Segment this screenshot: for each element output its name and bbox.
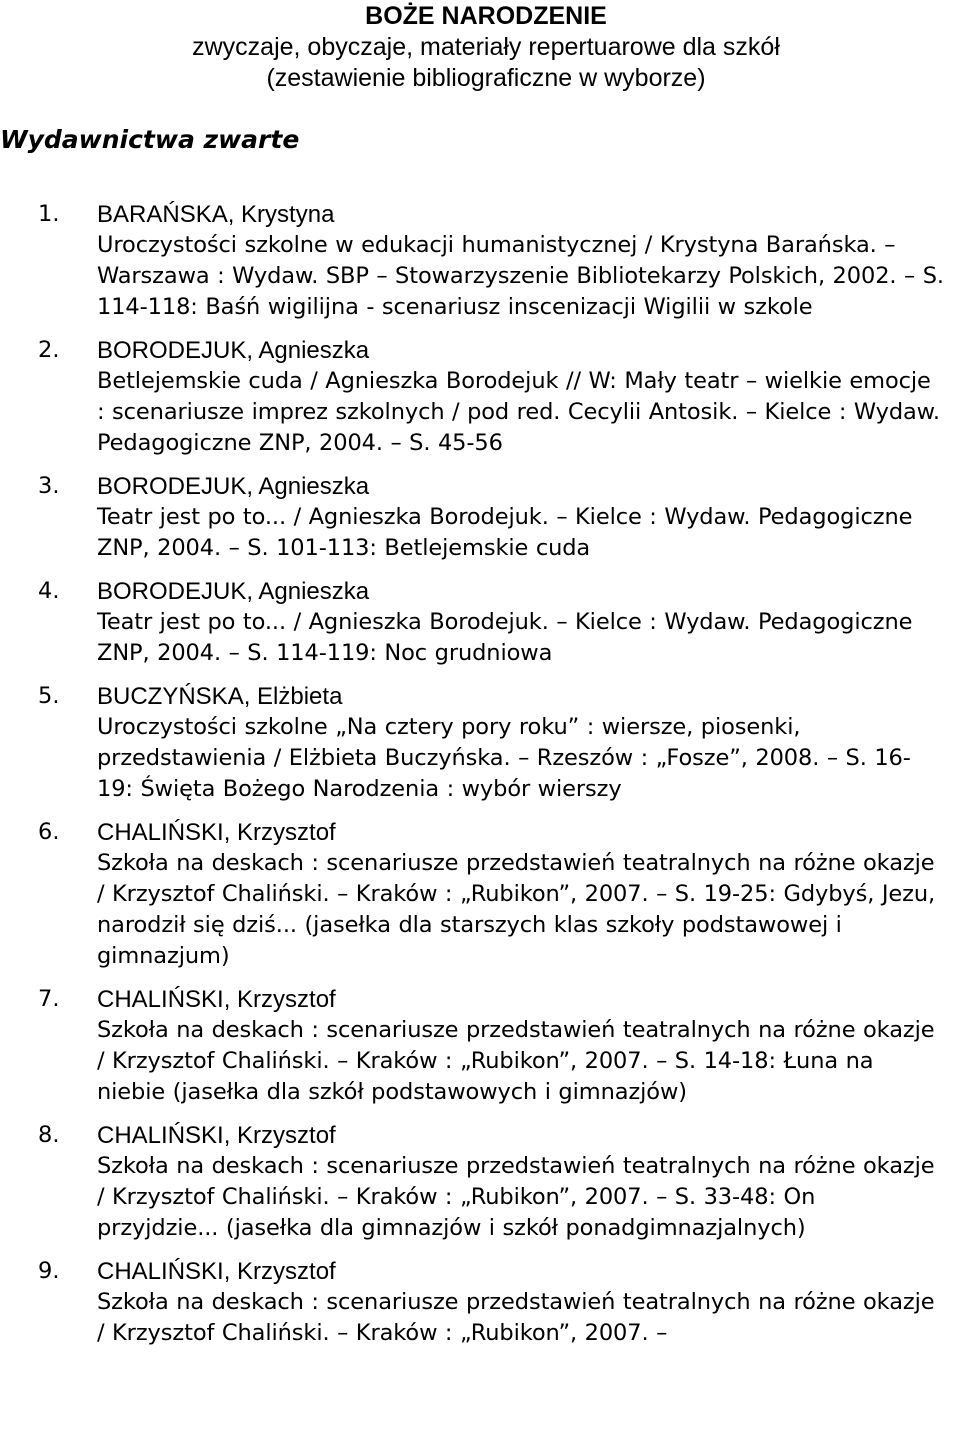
entry-description: Szkoła na deskach : scenariusze przedstawień teatralnych na różne okazje / Krzysztof Chaliński. – Kraków : „Rubikon”, 2007. – S. 14-18: Łuna na niebie (jasełka dla szkół podstawowych i gimnazjów) [97, 1017, 935, 1105]
bibliography-entry [0, 681, 960, 805]
bibliography-entry [0, 471, 960, 564]
bibliography-entry [0, 984, 960, 1108]
entry-number: 4. [38, 578, 60, 604]
entry-number: 7. [38, 986, 60, 1012]
entry-author: BUCZYŃSKA, Elżbieta [97, 683, 343, 710]
entry-author: CHALIŃSKI, Krzysztof [97, 986, 336, 1013]
document-header [0, 0, 960, 94]
entry-number: 8. [38, 1122, 60, 1148]
entry-author: BORODEJUK, Agnieszka [97, 473, 370, 500]
entry-description: Szkoła na deskach : scenariusze przedstawień teatralnych na różne okazje / Krzysztof Chaliński. – Kraków : „Rubikon”, 2007. – [97, 1289, 935, 1346]
entry-author: BARAŃSKA, Krystyna [97, 201, 335, 228]
entry-description: Teatr jest po to... / Agnieszka Borodejuk. – Kielce : Wydaw. Pedagogiczne ZNP, 2004. – S. 101-113: Betlejemskie cuda [97, 504, 913, 561]
bibliography-entry [0, 335, 960, 459]
entry-number: 1. [38, 201, 60, 227]
bibliography-entry [0, 199, 960, 323]
document-subtitle-line-1: zwyczaje, obyczaje, materiały repertuarowe dla szkół [192, 33, 780, 61]
bibliography-entry [0, 1120, 960, 1244]
entry-description: Uroczystości szkolne „Na cztery pory roku” : wiersze, piosenki, przedstawienia / Elżbieta Buczyńska. – Rzeszów : „Fosze”, 2008. – S. 16-19: Święta Bożego Narodzenia : wybór wierszy [97, 714, 911, 802]
bibliography-entry [0, 576, 960, 669]
entry-description: Uroczystości szkolne w edukacji humanistycznej / Krystyna Barańska. – Warszawa : Wydaw. SBP – Stowarzyszenie Bibliotekarzy Polskich, 2002. – S. 114-118: Baśń wigilijna - scenariusz inscenizacji Wigilii w szkole [97, 232, 944, 320]
entry-number: 6. [38, 819, 60, 845]
entry-description: Teatr jest po to... / Agnieszka Borodejuk. – Kielce : Wydaw. Pedagogiczne ZNP, 2004. – S. 114-119: Noc grudniowa [97, 609, 913, 666]
bibliography-entry [0, 817, 960, 972]
bibliography-list [0, 199, 960, 1361]
entry-number: 9. [38, 1258, 60, 1284]
entry-number: 2. [38, 337, 60, 363]
entry-author: BORODEJUK, Agnieszka [97, 337, 370, 364]
bibliography-entry [0, 1256, 960, 1349]
document-subtitle-line-2: (zestawienie bibliograficzne w wyborze) [266, 64, 706, 92]
entry-author: CHALIŃSKI, Krzysztof [97, 1122, 336, 1149]
entry-number: 5. [38, 683, 60, 709]
entry-description: Szkoła na deskach : scenariusze przedstawień teatralnych na różne okazje / Krzysztof Chaliński. – Kraków : „Rubikon”, 2007. – S. 33-48: On przyjdzie... (jasełka dla gimnazjów i szkół ponadgimnazjalnych) [97, 1153, 935, 1241]
entry-description: Betlejemskie cuda / Agnieszka Borodejuk // W: Mały teatr – wielkie emocje : scenariusze imprez szkolnych / pod red. Cecylii Antosik. – Kielce : Wydaw. Pedagogiczne ZNP, 2004. – S. 45-56 [97, 368, 940, 456]
entry-description: Szkoła na deskach : scenariusze przedstawień teatralnych na różne okazje / Krzysztof Chaliński. – Kraków : „Rubikon”, 2007. – S. 19-25: Gdybyś, Jezu, narodził się dziś... (jasełka dla starszych klas szkoły podstawowej i gimnazjum) [97, 850, 936, 969]
entry-author: CHALIŃSKI, Krzysztof [97, 819, 336, 846]
entry-author: BORODEJUK, Agnieszka [97, 578, 370, 605]
document-title: BOŻE NARODZENIE [365, 2, 607, 30]
section-title: Wydawnictwa zwarte [0, 125, 300, 154]
entry-number: 3. [38, 473, 60, 499]
entry-author: CHALIŃSKI, Krzysztof [97, 1258, 336, 1285]
